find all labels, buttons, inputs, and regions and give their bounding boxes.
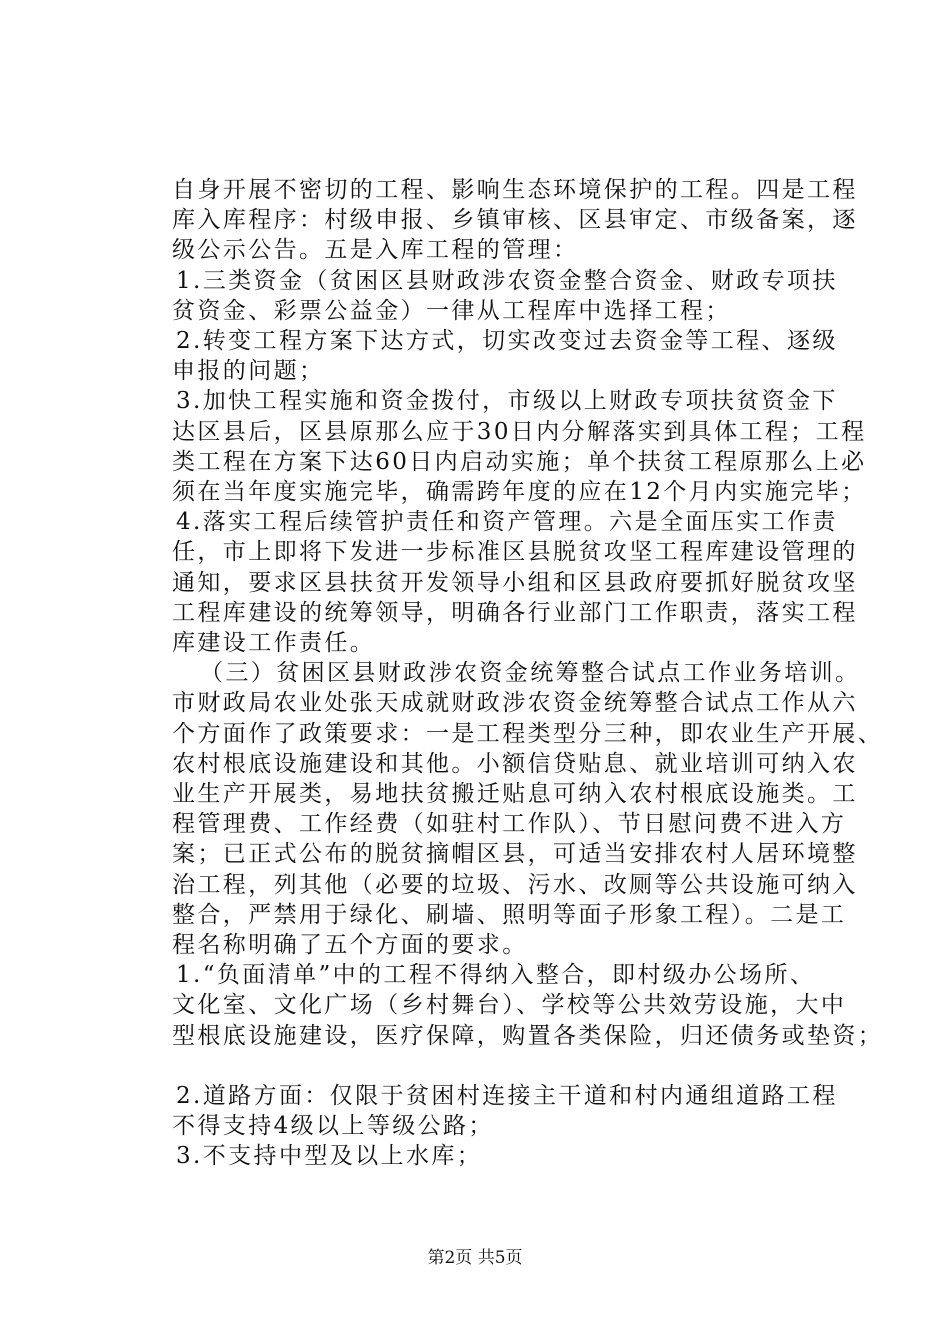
text-line: 库入库程序：村级申报、乡镇审核、区县审定、市级备案，逐 (172, 207, 858, 234)
text-line: 须在当年度实施完毕，确需跨年度的应在12个月内实施完毕； (172, 479, 867, 505)
text-line: 个方面作了政策要求：一是工程类型分三种，即农业生产开展、 (172, 720, 884, 747)
text-line: 申报的问题； (172, 358, 325, 385)
page-footer: 第2页 共5页 (427, 1248, 523, 1268)
text-line: 案；已正式公布的脱贫摘帽区县，可适当安排农村人居环境整 (172, 841, 858, 868)
text-line: 2.道路方面：仅限于贫困村连接主干道和村内通组道路工程 (176, 1083, 838, 1109)
text-line: 市财政局农业处张天成就财政涉农资金统筹整合试点工作从六 (172, 690, 858, 717)
text-line: 3.不支持中型及以上水库； (176, 1143, 483, 1170)
text-line: 程管理费、工作经费（如驻村工作队）、节日慰问费不进入方 (172, 811, 847, 838)
text-line: 文化室、文化广场（乡村舞台）、学校等公共效劳设施，大中 (172, 992, 847, 1019)
text-line: 工程库建设的统筹领导，明确各行业部门工作职责，落实工程 (172, 599, 858, 626)
text-line: 业生产开展类，易地扶贫搬迁贴息可纳入农村根底设施类。工 (172, 781, 858, 807)
text-line: 类工程在方案下达60日内启动实施；单个扶贫工程原那么上必 (172, 448, 867, 475)
text-line: 自身开展不密切的工程、影响生态环境保护的工程。四是工程 (172, 177, 858, 203)
text-line: （三）贫困区县财政涉农资金统筹整合试点工作业务培训。 (200, 660, 861, 687)
text-line: 不得支持4级以上等级公路； (172, 1113, 494, 1140)
text-line: 4.落实工程后续管护责任和资产管理。六是全面压实工作责 (176, 509, 838, 536)
text-line: 1.“负面清单”中的工程不得纳入整合，即村级办公场所、 (176, 962, 816, 989)
text-line: 1.三类资金（贫困区县财政涉农资金整合资金、财政专项扶 (176, 267, 838, 294)
text-line: 达区县后，区县原那么应于30日内分解落实到具体工程；工程 (172, 418, 867, 445)
text-line: 通知，要求区县扶贫开发领导小组和区县政府要抓好脱贫攻坚 (172, 569, 858, 596)
text-line: 任，市上即将下发进一步标准区县脱贫攻坚工程库建设管理的 (172, 539, 858, 566)
text-line: 程名称明确了五个方面的要求。 (172, 932, 528, 958)
text-line: 农村根底设施建设和其他。小额信贷贴息、就业培训可纳入农 (172, 750, 858, 777)
text-line: 贫资金、彩票公益金）一律从工程库中选择工程； (172, 297, 731, 324)
text-line: 整合，严禁用于绿化、刷墙、照明等面子形象工程）。二是工 (172, 901, 847, 928)
text-line: 治工程，列其他（必要的垃圾、污水、改厕等公共设施可纳入 (172, 871, 858, 898)
text-line: 库建设工作责任。 (172, 630, 376, 656)
text-line: 级公示公告。五是入库工程的管理： (172, 237, 579, 264)
text-line: 型根底设施建设，医疗保障，购置各类保险，归还债务或垫资； (172, 1022, 884, 1049)
text-line: 3.加快工程实施和资金拨付，市级以上财政专项扶贫资金下 (176, 388, 838, 415)
text-line: 2.转变工程方案下达方式，切实改变过去资金等工程、逐级 (176, 328, 838, 354)
